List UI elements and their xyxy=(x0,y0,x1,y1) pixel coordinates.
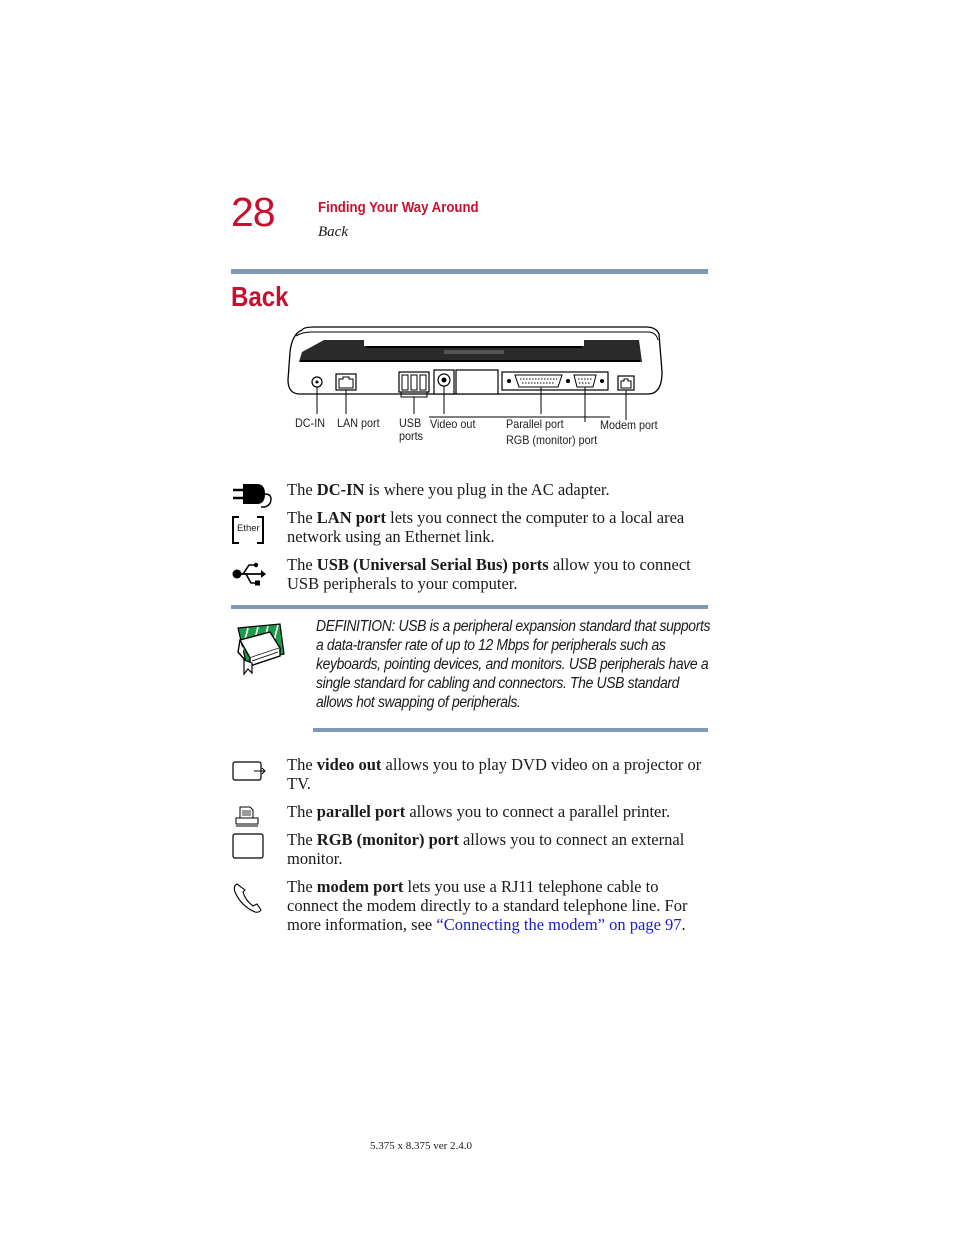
dc-in-icon xyxy=(231,481,277,514)
usb-icon xyxy=(231,560,267,593)
definition-bottom-rule xyxy=(313,728,708,732)
connecting-modem-link[interactable]: “Connecting the modem” on page 97 xyxy=(436,915,682,934)
label-parallel-port: Parallel port xyxy=(506,417,564,431)
label-video-out: Video out xyxy=(430,417,476,431)
label-modem-port: Modem port xyxy=(600,418,658,432)
video-out-icon xyxy=(231,760,267,787)
ethernet-icon-label: Ether xyxy=(237,523,260,534)
label-usb: USB xyxy=(399,416,422,430)
lan-description: The LAN port lets you connect the computer to a local area network using an Ethernet link. xyxy=(287,508,685,546)
usb-description: The USB (Universal Serial Bus) ports allow you to connect USB peripherals to your computer. xyxy=(287,555,691,593)
monitor-icon xyxy=(231,832,267,865)
laptop-back-diagram xyxy=(284,322,684,407)
page-number: 28 xyxy=(231,189,275,235)
definition-book-icon xyxy=(234,622,286,681)
ethernet-icon xyxy=(231,515,267,550)
rgb-port-description: The RGB (monitor) port allows you to connect an external monitor. xyxy=(287,830,685,868)
label-rgb-port: RGB (monitor) port xyxy=(506,433,598,447)
label-lan-port: LAN port xyxy=(337,416,380,430)
dc-in-description: The DC-IN is where you plug in the AC adapter. xyxy=(287,480,610,499)
modem-port-description: The modem port lets you use a RJ11 telephone cable to connect the modem directly to a standard telephone line. For more information, see “Connecting the modem” on page 97. xyxy=(287,877,688,934)
running-header-section: Back xyxy=(318,224,348,240)
running-header-chapter: Finding Your Way Around xyxy=(318,199,479,216)
label-usb-ports: ports xyxy=(399,429,424,443)
footer-version: 5.375 x 8.375 ver 2.4.0 xyxy=(370,1140,473,1152)
parallel-port-description: The parallel port allows you to connect a parallel printer. xyxy=(287,802,671,821)
callout-lines xyxy=(284,322,684,422)
usb-definition: DEFINITION: USB is a peripheral expansion standard that supports a data-transfer rate of up to 12 Mbps for peripherals such as keyboards, pointing devices, and monitors. USB peripherals have a single standard for cabling and connectors. The USB standard allows hot swapping of peripherals. xyxy=(316,618,711,711)
definition-top-rule xyxy=(231,605,708,609)
section-title: Back xyxy=(231,281,289,312)
top-rule xyxy=(231,269,708,274)
label-dc-in: DC-IN xyxy=(295,416,325,430)
video-out-description: The video out allows you to play DVD video on a projector or TV. xyxy=(287,755,702,793)
printer-icon xyxy=(231,804,267,833)
telephone-icon xyxy=(231,882,267,919)
